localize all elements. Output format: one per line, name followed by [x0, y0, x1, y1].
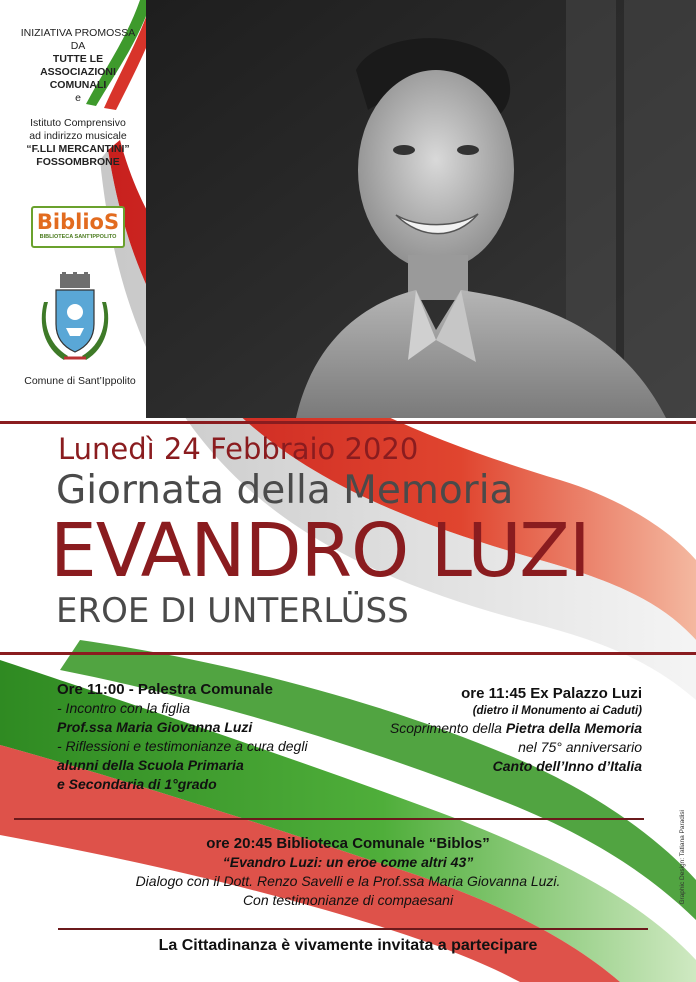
- event-title: Giornata della Memoria: [56, 468, 514, 513]
- evening-line-2: Dialogo con il Dott. Renzo Savelli e la Prof.ssa Maria Giovanna Luzi.: [135, 873, 561, 889]
- title-bottom-rule: [0, 652, 696, 655]
- evening-heading: ore 20:45 Biblioteca Comunale “Biblos”: [206, 835, 490, 852]
- graphic-credit: Graphic Design: Tatiana Paradisi: [679, 810, 686, 905]
- biblios-logo-text: BiblioS: [36, 210, 120, 234]
- event-date: Lunedì 24 Febbraio 2020: [58, 432, 419, 466]
- promoter-block: [14, 27, 142, 105]
- school-block: [14, 117, 142, 169]
- morning-heading: Ore 11:00 - Palestra Comunale: [57, 681, 273, 698]
- title-top-rule: [0, 421, 696, 424]
- biblios-logo: [31, 206, 125, 248]
- invitation-text: La Cittadinanza è vivamente invitata a partecipare: [158, 937, 538, 954]
- biblios-logo-subtext: BIBLIOTECA SANT'IPPOLITO: [39, 234, 117, 240]
- morning-line-2: Prof.ssa Maria Giovanna Luzi: [57, 719, 253, 735]
- invite-divider: [58, 928, 648, 930]
- promoter-line-3: COMUNALI: [49, 79, 107, 91]
- late-morning-heading: ore 11:45 Ex Palazzo Luzi: [461, 685, 642, 702]
- hero-subtitle: EROE DI UNTERLÜSS: [56, 591, 409, 631]
- late-morning-line-1: (dietro il Monumento ai Caduti): [472, 705, 642, 717]
- program-divider: [14, 818, 644, 820]
- promoter-line-1: INIZIATIVA PROMOSSA DA: [20, 27, 136, 52]
- evening-line-1: “Evandro Luzi: un eroe come altri 43”: [222, 854, 474, 870]
- evening-program: [0, 834, 696, 910]
- late-morning-program: [330, 684, 642, 776]
- school-line-3: “F.LLI MERCANTINI”: [26, 143, 130, 155]
- late-morning-line-2b: Pietra della Memoria: [505, 720, 642, 736]
- school-line-4: FOSSOMBRONE: [36, 156, 120, 168]
- morning-line-5: e Secondaria di 1°grado: [57, 776, 217, 792]
- late-morning-line-2: [330, 719, 642, 738]
- promoter-line-2: TUTTE LE ASSOCIAZIONI: [40, 53, 116, 78]
- school-line-1: Istituto Comprensivo: [30, 117, 126, 129]
- evening-line-3: Con testimonianze di compaesani: [242, 892, 454, 908]
- promoter-and: e: [75, 92, 81, 104]
- late-morning-line-3: nel 75° anniversario: [518, 739, 642, 755]
- morning-line-3: - Riflessioni e testimonianze a cura degli: [57, 738, 308, 754]
- late-morning-line-4: Canto dell’Inno d’Italia: [492, 758, 642, 774]
- morning-line-1: - Incontro con la figlia: [57, 700, 191, 716]
- coat-of-arms-icon: [38, 272, 112, 368]
- morning-line-4: alunni della Scuola Primaria: [57, 757, 244, 773]
- hero-name: EVANDRO LUZI: [50, 508, 590, 594]
- school-line-2: ad indirizzo musicale: [29, 130, 127, 142]
- late-morning-line-2a: Scoprimento della: [389, 720, 506, 736]
- portrait-photo: [146, 0, 696, 418]
- morning-program: [57, 680, 377, 794]
- comune-label: Comune di Sant’Ippolito: [24, 375, 136, 387]
